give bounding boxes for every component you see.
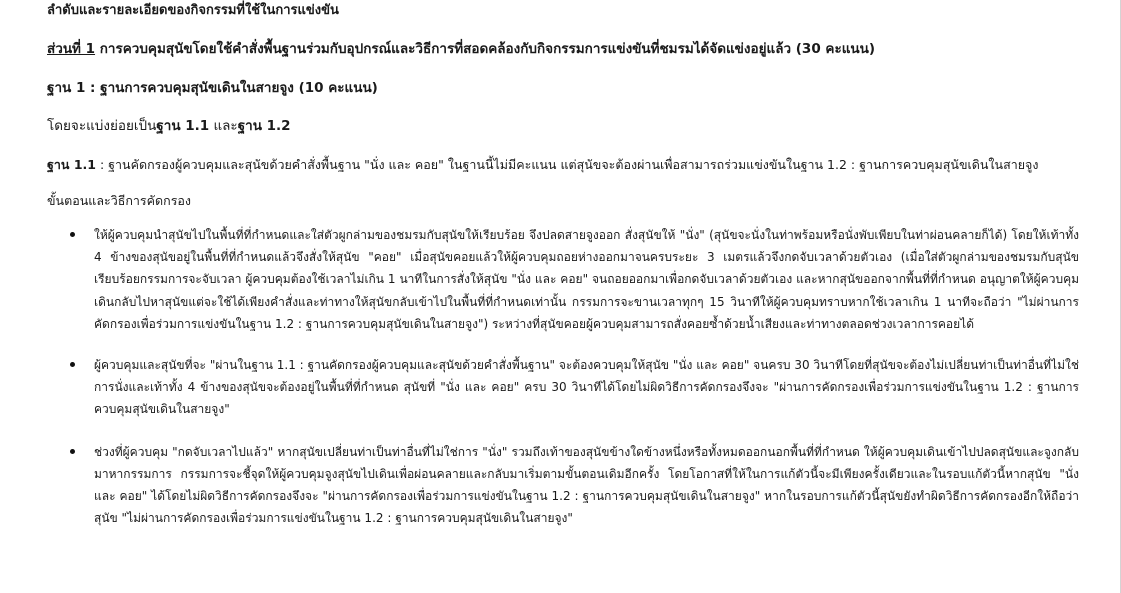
procedure-item (69, 354, 1079, 421)
subdivision-middle: และ (209, 118, 238, 134)
station-1-1-text: : ฐานคัดกรองผู้ควบคุมและสุนัขด้วยคำสั่งพื้นฐาน "นั่ง และ คอย" ในฐานนี้ไม่มีคะแนน แต่สุนัขจะต้องผ่านเพื่อสามารถร่วมแข่งขันในฐาน 1.2 : ฐานการควบคุมสุนัขเดินในสายจูง (95, 157, 1039, 172)
bullet-icon (70, 362, 75, 367)
bullet-icon (70, 449, 75, 454)
procedure-item-text: ช่วงที่ผู้ควบคุม "กดจับเวลาไปแล้ว" หากสุนัขเปลี่ยนท่าเป็นท่าอื่นที่ไม่ใช่การ "นั่ง" รวมถึงเท้าของสุนัขข้างใดข้างหนึ่งหรือทั้งหมดออกนอกพื้นที่ที่กำหนด ให้ผู้ควบคุมเดินเข้าไปปลดสุนัขและจูงกลับมาหากรรมการ กรรมการจะชี้จุดให้ผู้ควบคุมจูงสุนัขไปเดินเพื่อผ่อนคลายและกลับมาเริ่มตามขั้นตอนเดิมอีกครั้ง โดยโอกาสที่ให้ในการแก้ตัวนี้จะมีเพียงครั้งเดียวและในรอบแก้ตัวนี้หากสุนัข "นั่ง และ คอย" ได้โดยไม่ผิดวิธีการคัดกรองจึงจะ "ผ่านการคัดกรองเพื่อร่วมการแข่งขันในฐาน 1.2 : ฐานการควบคุมสุนัขเดินในสายจูง" หากในรอบการแก้ตัวนี้สุนัขยังทำผิดวิธีการคัดกรองอีกให้ถือว่าสุนัข "ไม่ผ่านการคัดกรองเพื่อร่วมการแข่งขันในฐาน 1.2 : ฐานการควบคุมสุนัขเดินในสายจูง" (94, 444, 1079, 526)
bullet-icon (70, 232, 75, 237)
station-1-1-label: ฐาน 1.1 (47, 157, 96, 172)
station-title: ฐาน 1 : ฐานการควบคุมสุนัขเดินในสายจูง (10 คะแนน) (47, 80, 378, 96)
part-heading (47, 40, 875, 58)
procedure-item-text: ให้ผู้ควบคุมนำสุนัขไปในพื้นที่ที่กำหนดและใส่ตัวผูกล่ามของชมรมกับสุนัขให้เรียบร้อย จึงปลดสายจูงออก สั่งสุนัขให้ "นั่ง" (สุนัขจะนั่งในท่าพร้อมหรือนั่งพับเพียบในท่าผ่อนคลายก็ได้) โดยให้เท้าทั้ง 4 ข้างของสุนัขอยู่ในพื้นที่ที่กำหนดแล้วจึงสั่งให้สุนัข "คอย" เมื่อสุนัขคอยแล้วให้ผู้ควบคุมถอยห่างออกมาจนครบระยะ 3 เมตรแล้วจึงกดจับเวลาด้วยตัวเอง (เมื่อใส่ตัวผูกล่ามของชมรมกับสุนัขเรียบร้อยกรรมการจะจับเวลา ผู้ควบคุมต้องใช้เวลาไม่เกิน 1 นาทีในการสั่งให้สุนัข "นั่ง และ คอย" จนถอยออกมาเพื่อกดจับเวลาด้วยตัวเอง และหากสุนัขออกจากพื้นที่ที่กำหนด อนุญาตให้ผู้ควบคุมเดินกลับไปหาสุนัขแต่จะใช้ได้เพียงคำสั่งและท่าทางให้สุนัขกลับเข้าไปในพื้นที่ที่กำหนดเท่านั้น กรรมการจะขานเวลาทุกๆ 15 วินาทีให้ผู้ควบคุมทราบหากใช้เวลาเกิน 1 นาทีจะถือว่า "ไม่ผ่านการคัดกรองเพื่อร่วมการแข่งขันในฐาน 1.2 : ฐานการควบคุมสุนัขเดินในสายจูง") ระหว่างที่สุนัขคอยผู้ควบคุมสามารถสั่งคอยซ้ำด้วยน้ำเสียงและท่าทางตลอดช่วงเวลาการคอยได้ (94, 228, 1080, 331)
part-label: ส่วนที่ 1 (47, 41, 96, 57)
subdivision-item-2: ฐาน 1.2 (237, 118, 291, 134)
procedure-heading: ขั้นตอนและวิธีการคัดกรอง (47, 193, 192, 208)
station-1-1-line (47, 156, 1038, 174)
procedure-item-text: ผู้ควบคุมและสุนัขที่จะ "ผ่านในฐาน 1.1 : ฐานคัดกรองผู้ควบคุมและสุนัขด้วยคำสั่งพื้นฐาน" จะต้องควบคุมให้สุนัข "นั่ง และ คอย" จนครบ 30 วินาทีโดยที่สุนัขจะต้องไม่เปลี่ยนท่าเป็นท่าอื่นที่ไม่ใช่การนั่งและเท้าทั้ง 4 ข้างของสุนัขจะต้องอยู่ในพื้นที่ที่กำหนด สุนัขที่ "นั่ง และ คอย" ครบ 30 วินาทีได้โดยไม่ผิดวิธีการคัดกรองจึงจะ "ผ่านการคัดกรองเพื่อร่วมการแข่งขันในฐาน 1.2 : ฐานการควบคุมสุนัขเดินในสายจูง" (94, 358, 1079, 417)
subdivision-line (47, 117, 291, 135)
part-title: การควบคุมสุนัขโดยใช้คำสั่งพื้นฐานร่วมกับอุปกรณ์และวิธีการที่สอดคล้องกับกิจกรรมการแข่งขันที่ชมรมได้จัดแข่งอยู่แล้ว (30 คะแนน) (95, 41, 876, 57)
document-heading: ลำดับและรายละเอียดของกิจกรรมที่ใช้ในการแข่งขัน (47, 3, 339, 18)
subdivision-prefix: โดยจะแบ่งย่อยเป็น (47, 118, 157, 134)
subdivision-item-1: ฐาน 1.1 (156, 118, 210, 134)
procedure-item (69, 224, 1079, 335)
procedure-list (69, 224, 1079, 529)
procedure-item (69, 441, 1079, 530)
